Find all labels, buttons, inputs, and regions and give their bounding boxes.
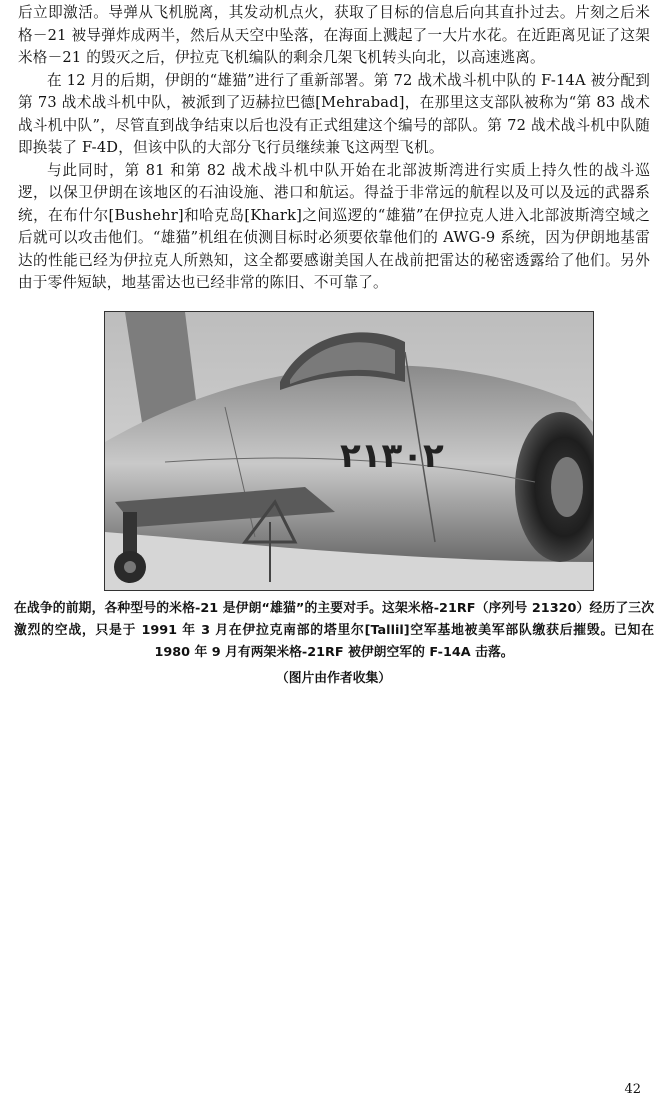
body-text xyxy=(18,2,650,295)
paragraph-1: 后立即激活。导弹从飞机脱离，其发动机点火，获取了目标的信息后向其直扑过去。片刻之后米格－21 被导弹炸成两半，然后从天空中坠落，在海面上溅起了一大片水花。在近距离见证了这架米格－21 的毁灭之后，伊拉克飞机编队的剩余几架飞机转头向北，以高速逃离。 xyxy=(18,4,650,66)
paragraph-3: 与此同时，第 81 和第 82 战术战斗机中队开始在北部波斯湾进行实质上持久性的战斗巡逻，以保卫伊朗在该地区的石油设施、港口和航运。得益于非常远的航程以及可以及远的武器系统，在布什尔[Bushehr]和哈克岛[Khark]之间巡逻的“雄猫”在伊拉克人进入北部波斯湾空域之后就可以攻击他们。“雄猫”机组在侦测目标时必须要依靠他们的 AWG-9 系统，因为伊朗地基雷达的性能已经为伊拉克人所熟知，这全都要感谢美国人在战前把雷达的秘密透露给了他们。另外由于零件短缺，地基雷达也已经非常的陈旧、不可靠了。 xyxy=(18,161,650,291)
mig21-photo-illustration xyxy=(105,312,593,590)
serial-marking: ٢١٣٠٢ xyxy=(340,436,444,476)
paragraph-2: 在 12 月的后期，伊朗的“雄猫”进行了重新部署。第 72 战术战斗机中队的 F-14A 被分配到第 73 战术战斗机中队，被派到了迈赫拉巴德[Mehrabad]，在那里这支部队被称为“第 83 战术战斗机中队”，尽管直到战争结束以后也没有正式组建这个编号的部队。第 72 战术战斗机中队随即换装了 F-4D，但该中队的大部分飞行员继续兼飞这两型飞机。 xyxy=(18,71,650,156)
mig21-photo xyxy=(104,311,594,591)
photo-credit: （图片由作者收集） xyxy=(275,671,392,686)
photo-caption: 在战争的前期，各种型号的米格-21 是伊朗“雄猫”的主要对手。这架米格-21RF（序列号 21320）经历了三次激烈的空战，只是于 1991 年 3 月在伊拉克南部的塔里尔[Tallil]空军基地被美军部队缴获后摧毁。已知在 1980 年 9 月有两架米格-21RF 被伊朗空军的 F-14A 击落。 xyxy=(14,601,654,660)
page-number: 42 xyxy=(624,1082,641,1097)
